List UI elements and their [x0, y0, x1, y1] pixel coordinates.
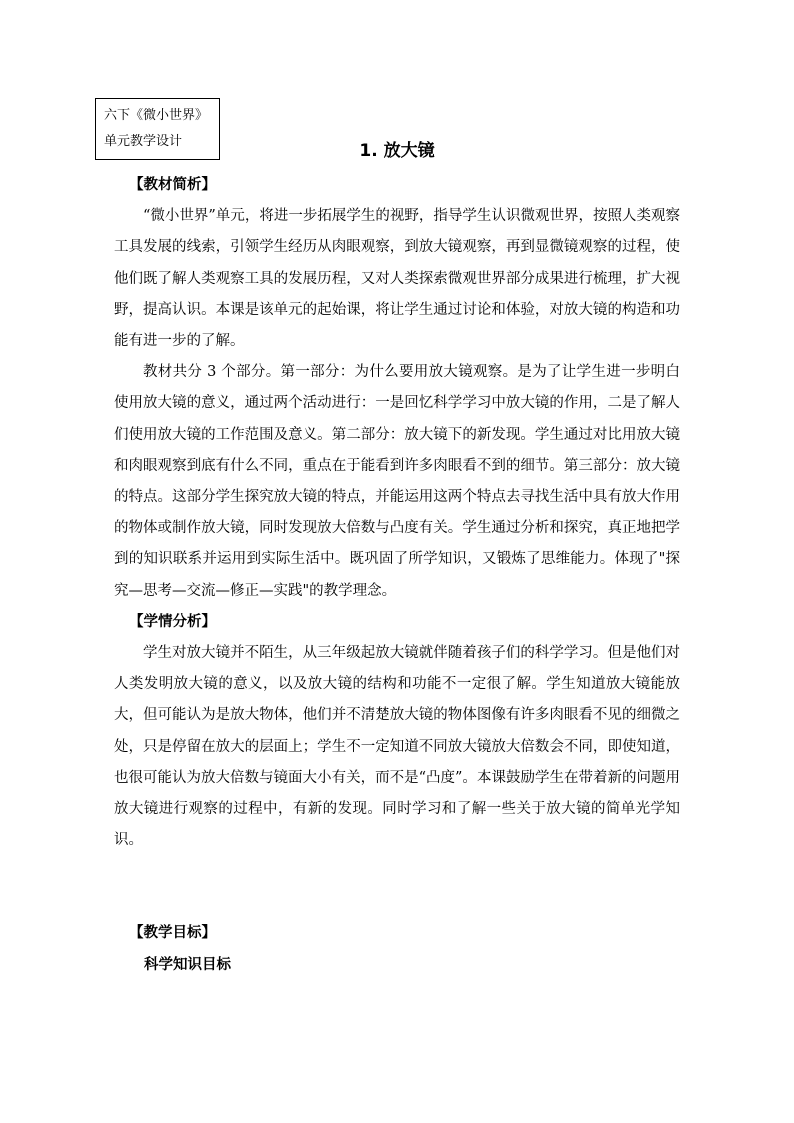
paragraph: 教材共分 3 个部分。第一部分：为什么要用放大镜观察。是为了让学生进一步明白使用放大镜的意义，通过两个活动进行：一是回忆科学学习中放大镜的作用，二是了解人们使用放大镜的工作范围及意义。第二部分：放大镜下的新发现。学生通过对比用放大镜和肉眼观察到底有什么不同，重点在于能看到许多肉眼看不到的细节。第三部分：放大镜的特点。这部分学生探究放大镜的特点，并能运用这两个特点去寻找生活中具有放大作用的物体或制作放大镜，同时发现放大倍数与凸度有关。学生通过分析和探究，真正地把学到的知识联系并运用到实际生活中。既巩固了所学知识，又锻炼了思维能力。体现了"探究—思考—交流—修正—实践"的教学理念。 — [114, 364, 680, 599]
document-body — [114, 170, 680, 981]
unit-name: 六下《微小世界》 — [104, 108, 209, 123]
paragraph: “微小世界”单元，将进一步拓展学生的视野，指导学生认识微观世界，按照人类观察工具发展的线索，引领学生经历从肉眼观察，到放大镜观察，再到显微镜观察的过程，使他们既了解人类观察工具的发展历程，又对人类探索微观世界部分成果进行梳理，扩大视野，提高认识。本课是该单元的起始课，将让学生通过讨论和体验，对放大镜的构造和功能有进一步的了解。 — [114, 208, 680, 350]
section-heading-student-analysis: 【学情分析】 — [129, 613, 216, 630]
page-title: 1. 放大镜 — [359, 141, 435, 161]
paragraph: 学生对放大镜并不陌生，从三年级起放大镜就伴随着孩子们的科学学习。但是他们对人类发明放大镜的意义，以及放大镜的结构和功能不一定很了解。学生知道放大镜能放大，但可能认为是放大物体，他们并不清楚放大镜的物体图像有许多肉眼看不见的细微之处，只是停留在放大的层面上；学生不一定知道不同放大镜放大倍数会不同，即使知道，也很可能认为放大倍数与镜面大小有关，而不是“凸度”。本课鼓励学生在带着新的问题用放大镜进行观察的过程中，有新的发现。同时学习和了解一些关于放大镜的简单光学知识。 — [114, 645, 680, 849]
section-heading-textbook-analysis: 【教材简析】 — [129, 177, 216, 193]
section-heading-teaching-goals: 【教学目标】 — [129, 925, 216, 942]
unit-design-label: 单元教学设计 — [104, 134, 183, 149]
spacer — [114, 856, 680, 918]
subheading-science-knowledge-goals: 科学知识目标 — [144, 956, 231, 973]
